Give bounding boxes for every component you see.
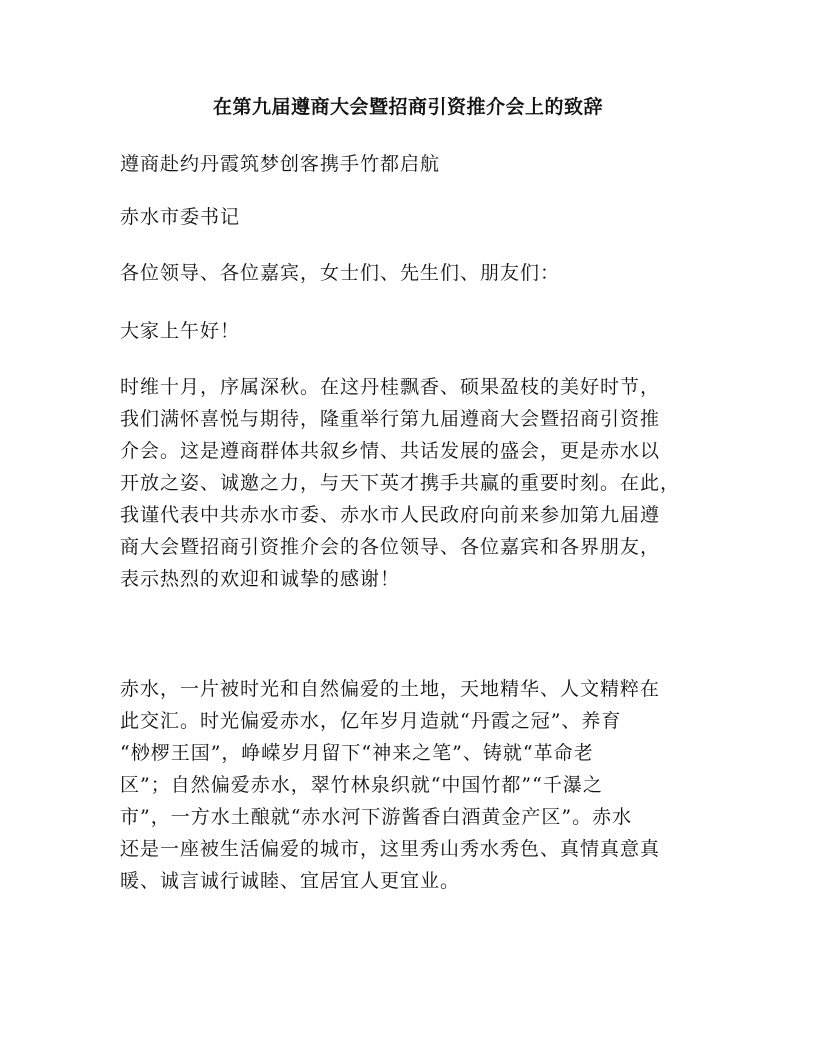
- paragraph-line: 暖、诚言诚行诚睦、宜居宜人更宜业。: [120, 870, 461, 892]
- paragraph-line: 此交汇。时光偏爱赤水，亿年岁月造就“丹霞之冠”、养育: [120, 710, 622, 732]
- paragraph-line: 时维十月，序属深秋。在这丹桂飘香、硕果盈枝的美好时节，: [120, 376, 661, 398]
- paragraph-line: 区”；自然偏爱赤水，翠竹林泉织就“中国竹都”“千瀑之: [120, 774, 603, 796]
- paragraph-line: 我谨代表中共赤水市委、赤水市人民政府向前来参加第九届遵: [120, 504, 661, 526]
- paragraph-line: “桫椤王国”，峥嵘岁月留下“神来之笔”、铸就“革命老: [120, 742, 594, 764]
- paragraph-line: 市”，一方水土酿就“赤水河下游酱香白酒黄金产区”。赤水: [120, 806, 633, 828]
- paragraph-line: 表示热烈的欢迎和诚挚的感谢！: [120, 568, 401, 590]
- hello-line: 大家上午好！: [120, 320, 241, 342]
- greeting-line: 各位领导、各位嘉宾，女士们、先生们、朋友们：: [120, 262, 561, 284]
- paragraph-line: 介会。这是遵商群体共叙乡情、共话发展的盛会，更是赤水以: [120, 440, 661, 462]
- paragraph-line: 还是一座被生活偏爱的城市，这里秀山秀水秀色、真情真意真: [120, 838, 661, 860]
- document-subtitle: 遵商赴约丹霞筑梦创客携手竹都启航: [120, 153, 441, 175]
- paragraph-line: 商大会暨招商引资推介会的各位领导、各位嘉宾和各界朋友，: [120, 536, 661, 558]
- paragraph-line: 我们满怀喜悦与期待，隆重举行第九届遵商大会暨招商引资推: [120, 408, 661, 430]
- document-title: 在第九届遵商大会暨招商引资推介会上的致辞: [212, 96, 603, 118]
- paragraph-line: 赤水，一片被时光和自然偏爱的土地，天地精华、人文精粹在: [120, 678, 661, 700]
- author-line: 赤水市委书记: [120, 206, 241, 228]
- paragraph-1: [120, 371, 700, 595]
- paragraph-2: [120, 673, 700, 897]
- paragraph-line: 开放之姿、诚邀之力，与天下英才携手共赢的重要时刻。在此，: [120, 472, 681, 494]
